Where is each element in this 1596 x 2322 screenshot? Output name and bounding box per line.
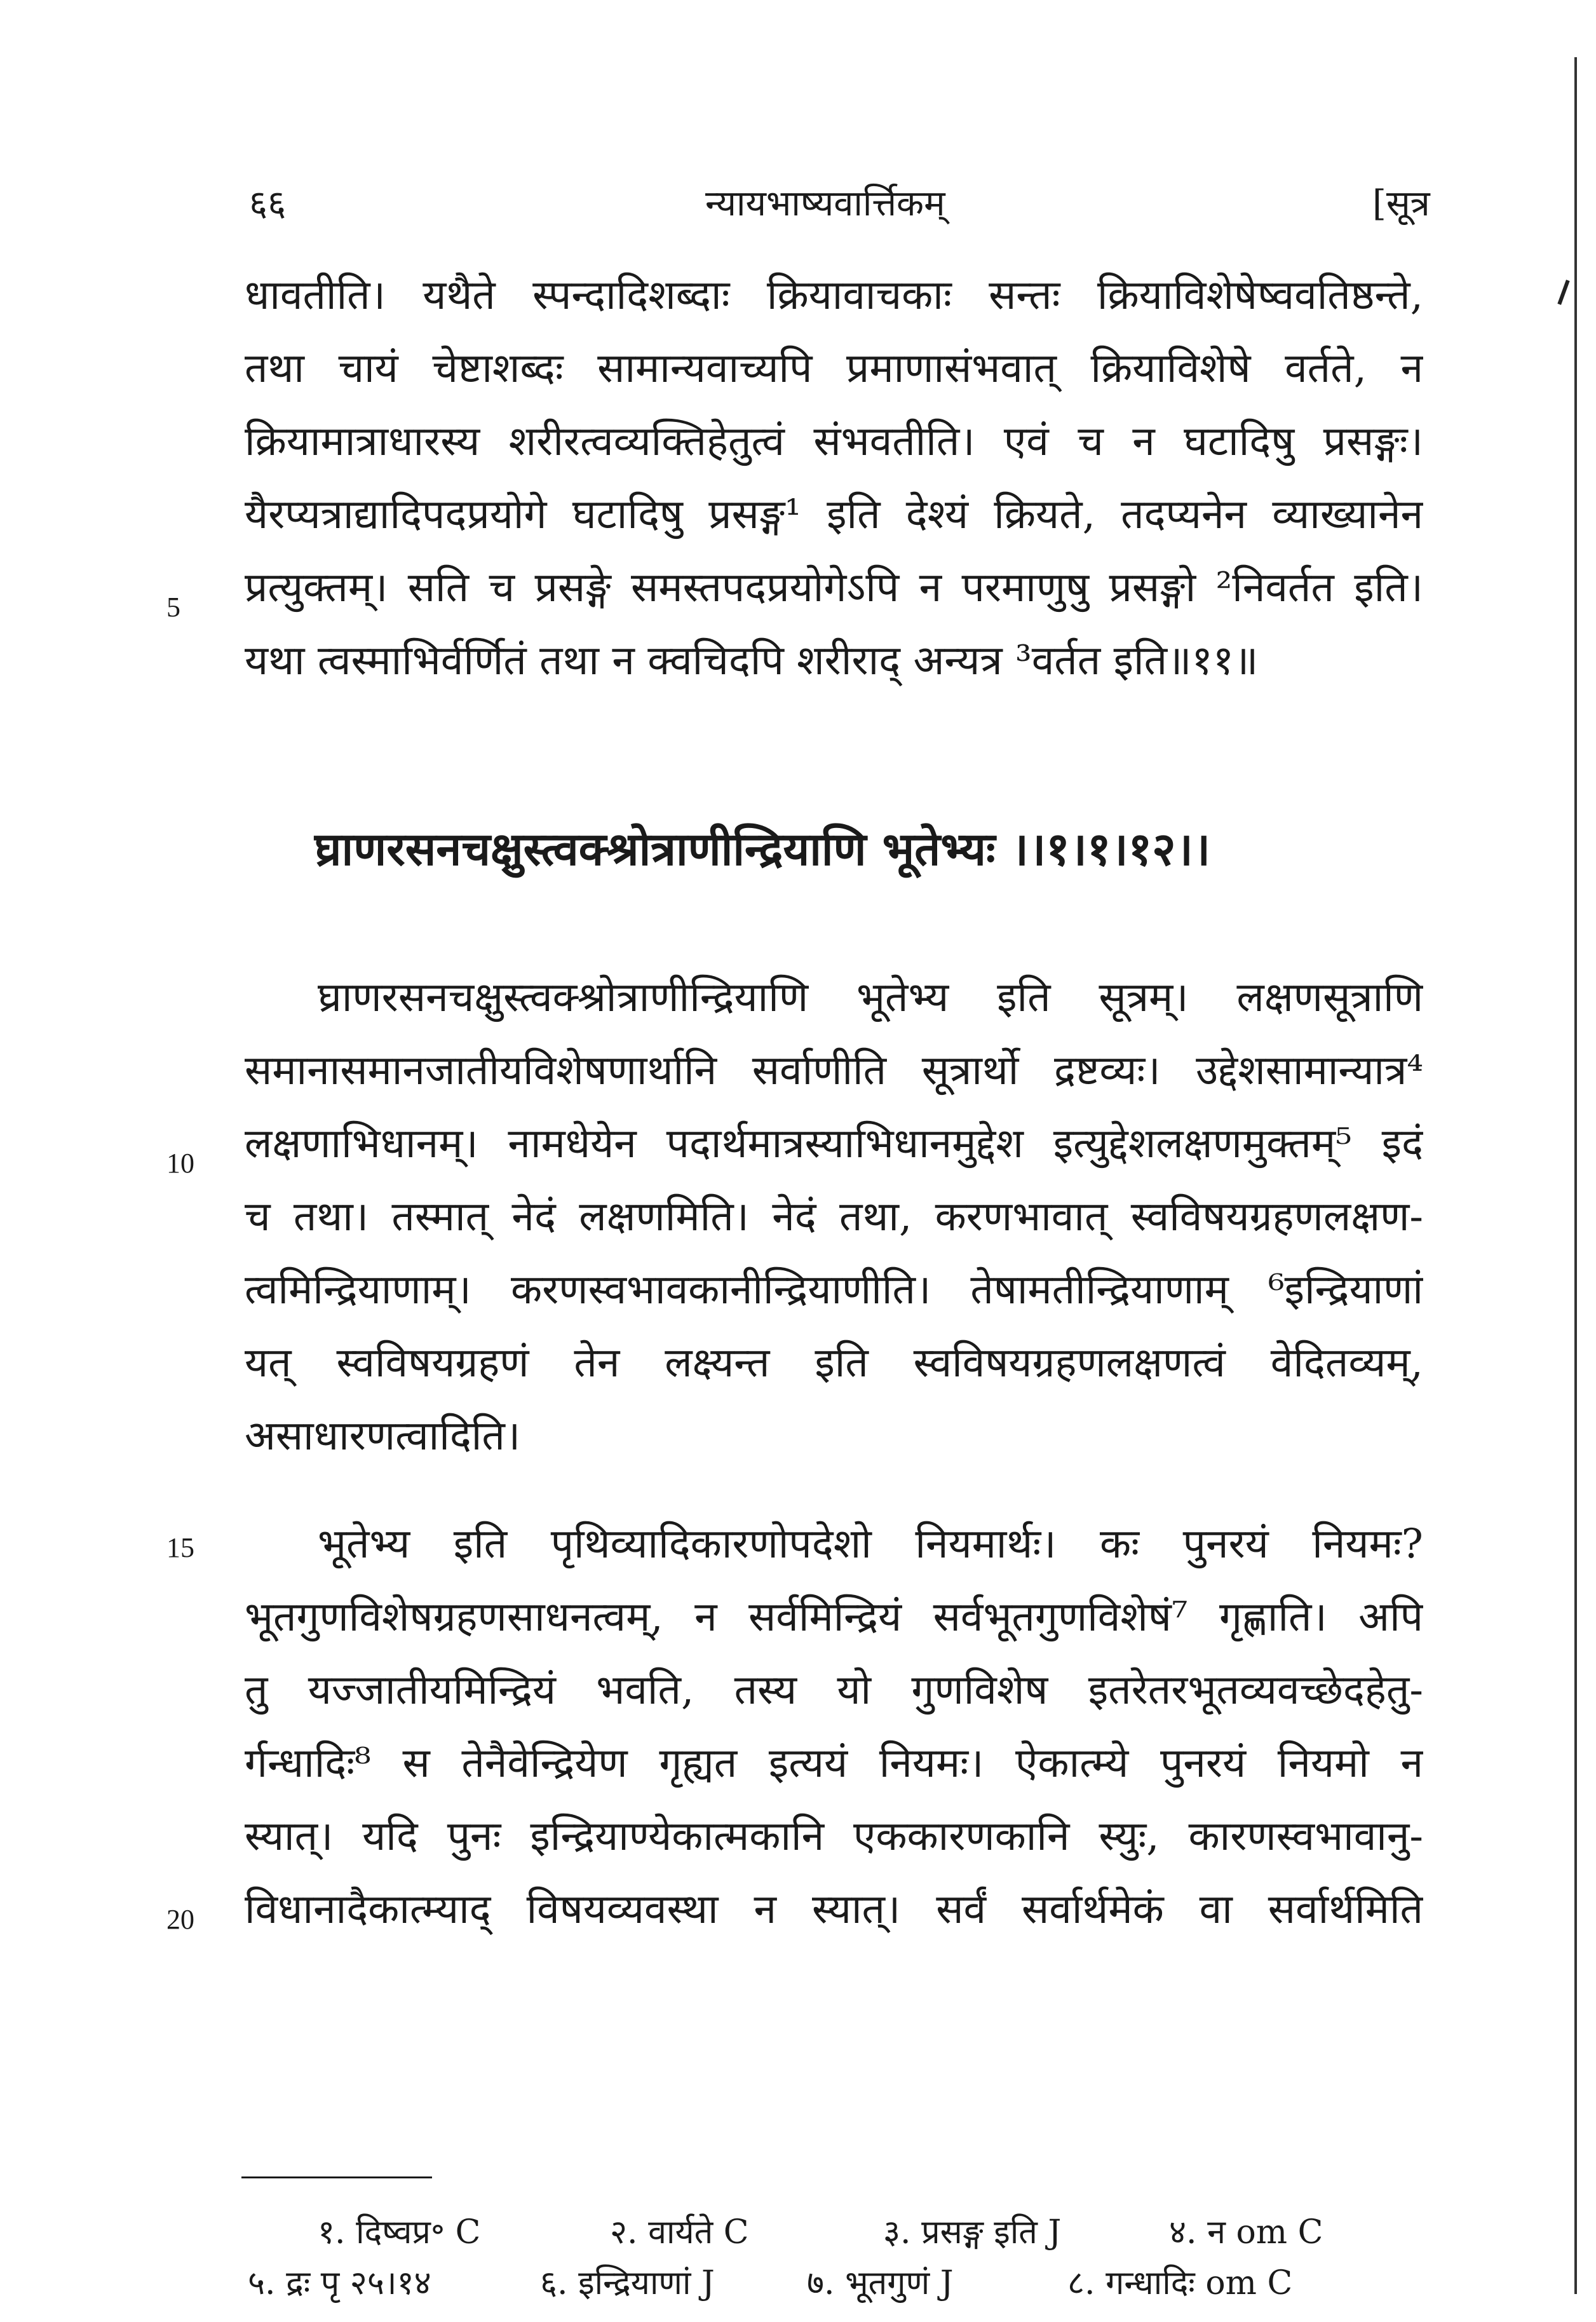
text-line: समानासमानजातीयविशेषणार्थानि सर्वाणीति सूत्रार्थो द्रष्टव्यः। उद्देशसामान्यात्र⁴ [245, 1047, 1423, 1094]
text-line: प्रत्युक्तम्। सति च प्रसङ्गे समस्तपदप्रयोगेऽपि न परमाणुषु प्रसङ्गो ²निवर्तत इति। [245, 564, 1423, 611]
text-line: भूतगुणविशेषग्रहणसाधनत्वम्, न सर्वमिन्द्रियं सर्वभूतगुणविशेषं⁷ गृह्णाति। अपि [245, 1594, 1423, 1641]
text-line: तथा चायं चेष्टाशब्दः सामान्यवाच्यपि प्रमाणासंभवात् क्रियाविशेषे वर्तते, न [245, 345, 1423, 392]
footnote: १. दिष्वप्र॰ C [318, 2213, 481, 2251]
footnote: ८. गन्धादिः om C [1067, 2264, 1293, 2302]
text-line: क्रियामात्राधारस्य शरीरत्वव्यक्तिहेतुत्वं संभवतीति। एवं च न घटादिषु प्रसङ्गः। [245, 418, 1423, 465]
footnote: ४. न om C [1169, 2213, 1323, 2251]
text-line: भूतेभ्य इति पृथिव्यादिकारणोपदेशो नियमार्थः। कः पुनरयं नियमः? [318, 1521, 1423, 1568]
line-number: 10 [166, 1148, 194, 1179]
text-line: धावतीति। यथैते स्पन्दादिशब्दाः क्रियावाचकाः सन्तः क्रियाविशेषेष्ववतिष्ठन्ते, [245, 272, 1423, 319]
text-line: यैरप्यत्राद्यादिपदप्रयोगे घटादिषु प्रसङ्ग¹ इति देश्यं क्रियते, तदप्यनेन व्याख्यानेन [245, 491, 1423, 538]
text-line: विधानादैकात्म्याद् विषयव्यवस्था न स्यात्। सर्वं सर्वार्थमेकं वा सर्वार्थमिति [245, 1886, 1423, 1933]
running-title: न्यायभाष्यवार्त्तिकम् [705, 183, 945, 224]
sutra-heading: घ्राणरसनचक्षुस्त्वक्श्रोत्राणीन्द्रियाणि भूतेभ्यः ।।१।१।१२।। [314, 822, 1211, 876]
running-section: [सूत्र [1372, 183, 1430, 224]
text-line: च तथा। तस्मात् नेदं लक्षणमिति। नेदं तथा, करणभावात् स्वविषयग्रहणलक्षण- [245, 1193, 1423, 1240]
text-line: घ्राणरसनचक्षुस्त्वक्श्रोत्राणीन्द्रियाणि भूतेभ्य इति सूत्रम्। लक्षणसूत्राणि [318, 974, 1423, 1021]
text-line: लक्षणाभिधानम्। नामधेयेन पदार्थमात्रस्याभिधानमुद्देश इत्युद्देशलक्षणमुक्तम्⁵ इदं [245, 1120, 1423, 1167]
footnote: ५. द्रः पृ २५।१४ [248, 2264, 431, 2302]
text-line: असाधारणत्वादिति। [245, 1413, 521, 1460]
text-line: र्गन्धादिः⁸ स तेनैवेन्द्रियेण गृह्यत इत्ययं नियमः। ऐकात्म्ये पुनरयं नियमो न [245, 1740, 1423, 1787]
text-line: स्यात्। यदि पुनः इन्द्रियाण्येकात्मकानि एककारणकानि स्युः, कारणस्वभावानु- [245, 1813, 1423, 1860]
text-line: यथा त्वस्माभिर्वर्णितं तथा न क्वचिदपि शरीराद् अन्यत्र ³वर्तत इति॥११॥ [245, 637, 1259, 684]
text-line: तु यज्जातीयमिन्द्रियं भवति, तस्य यो गुणविशेष इतरेतरभूतव्यवच्छेदहेतु- [245, 1667, 1423, 1714]
footnote-rule [241, 2176, 432, 2178]
line-number: 5 [166, 592, 180, 623]
line-number: 15 [166, 1532, 194, 1563]
footnote: ७. भूतगुणं J [807, 2264, 954, 2302]
footnote: २. वार्यते C [610, 2213, 749, 2251]
text-line: यत् स्वविषयग्रहणं तेन लक्ष्यन्त इति स्वविषयग्रहणलक्षणत्वं वेदितव्यम्, [245, 1340, 1423, 1387]
footnote: ६. इन्द्रियाणां J [540, 2264, 715, 2302]
text-line: त्वमिन्द्रियाणाम्। करणस्वभावकानीन्द्रियाणीति। तेषामतीन्द्रियाणाम् ⁶इन्द्रियाणां [245, 1266, 1423, 1314]
page-edge-line [1574, 57, 1577, 2294]
line-number: 20 [166, 1904, 194, 1935]
footnote: ३. प्रसङ्ग इति J [883, 2213, 1062, 2251]
page-number: ६६ [249, 183, 287, 224]
margin-mark [1557, 280, 1569, 305]
